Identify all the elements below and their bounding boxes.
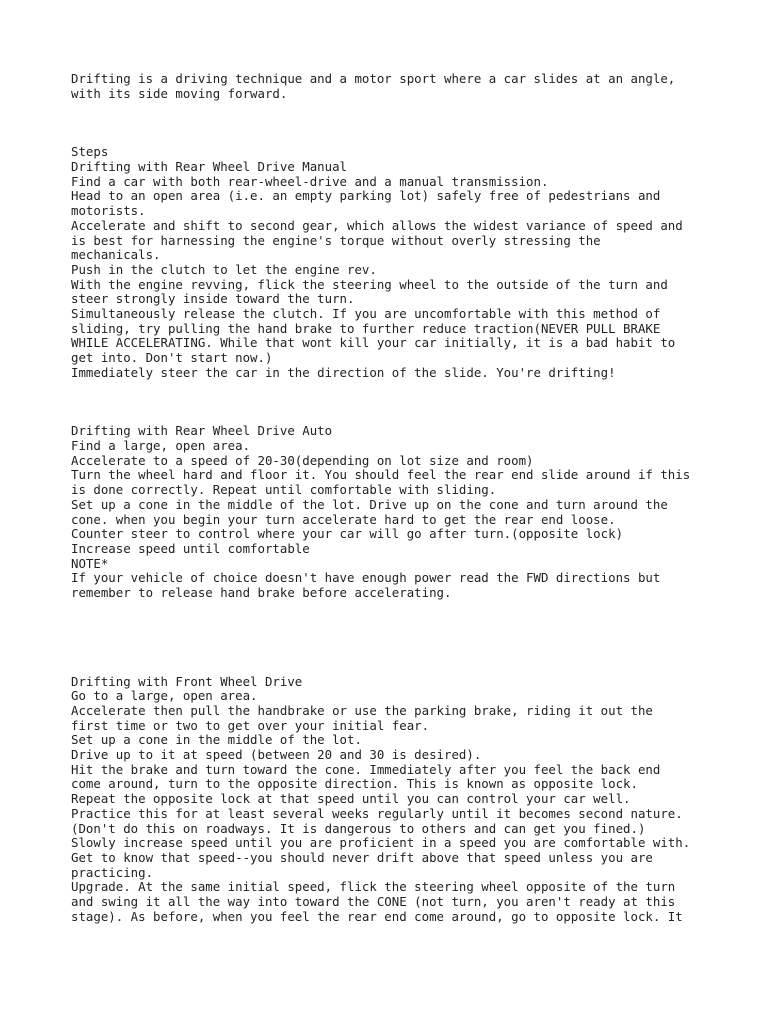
section-line: Head to an open area (i.e. an empty parking lot) safely free of pedestrians and xyxy=(71,188,661,204)
section-line: get into. Don't start now.) xyxy=(71,350,273,365)
section-line: come around, turn to the opposite direction. This is known as opposite lock. xyxy=(71,776,638,792)
section-rwd-auto xyxy=(71,424,711,600)
section-line: Drive up to it at speed (between 20 and 30 is desired). xyxy=(71,747,482,763)
note-label: NOTE* xyxy=(71,555,109,571)
section-line: Accelerate then pull the handbrake or use the parking brake, riding it out the xyxy=(71,703,653,718)
section-line: first time or two to get over your initial fear. xyxy=(71,717,430,733)
section-line: Counter steer to control where your car will go after turn.(opposite lock) xyxy=(71,526,624,542)
section-line: cone. when you begin your turn accelerate hard to get the rear end loose. xyxy=(71,511,616,527)
document-body xyxy=(71,72,711,924)
section-line: Immediately steer the car in the direction of the slide. You're drifting! xyxy=(71,364,616,380)
section-line: motorists. xyxy=(71,203,146,219)
section-rwd-manual xyxy=(71,160,711,380)
section-line: is done correctly. Repeat until comfortable with sliding. xyxy=(71,482,497,498)
section-line: stage). As before, when you feel the rear end come around, go to opposite lock. It xyxy=(71,908,683,924)
section-line: steer strongly inside toward the turn. xyxy=(71,291,355,307)
section-line: remember to release hand brake before accelerating. xyxy=(71,584,452,600)
intro-line: Drifting is a driving technique and a motor sport where a car slides at an angle, xyxy=(71,71,676,86)
section-fwd xyxy=(71,675,711,925)
section-line: Simultaneously release the clutch. If you are uncomfortable with this method of xyxy=(71,305,661,321)
intro-line: with its side moving forward. xyxy=(71,85,288,101)
section-line: Slowly increase speed until you are proficient in a speed you are comfortable with. xyxy=(71,835,691,851)
section-line: Get to know that speed--you should never drift above that speed unless you are xyxy=(71,849,653,865)
section-line: practicing. xyxy=(71,864,154,880)
section-line: Repeat the opposite lock at that speed until you can control your car well. xyxy=(71,791,631,807)
section-title: Drifting with Front Wheel Drive xyxy=(71,673,303,689)
section-line: Practice this for at least several weeks regularly until it becomes second nature. xyxy=(71,805,683,821)
section-line: Find a car with both rear-wheel-drive and a manual transmission. xyxy=(71,173,549,189)
section-line: Increase speed until comfortable xyxy=(71,540,310,556)
section-line: If your vehicle of choice doesn't have enough power read the FWD directions but xyxy=(71,570,661,586)
section-line: With the engine revving, flick the steering wheel to the outside of the turn and xyxy=(71,276,668,292)
section-line: and swing it all the way into toward the CONE (not turn, you aren't ready at this xyxy=(71,893,676,909)
section-line: Accelerate to a speed of 20-30(depending on lot size and room) xyxy=(71,452,534,468)
section-title: Drifting with Rear Wheel Drive Auto xyxy=(71,423,333,439)
section-line: Find a large, open area. xyxy=(71,438,251,454)
section-title: Drifting with Rear Wheel Drive Manual xyxy=(71,159,348,175)
section-line: Accelerate and shift to second gear, which allows the widest variance of speed and xyxy=(71,217,683,233)
section-line: (Don't do this on roadways. It is dangerous to others and can get you fined.) xyxy=(71,820,646,836)
section-line: WHILE ACCELERATING. While that wont kill your car initially, it is a bad habit to xyxy=(71,335,676,351)
section-line: Set up a cone in the middle of the lot. xyxy=(71,732,362,748)
section-line: Set up a cone in the middle of the lot. Drive up on the cone and turn around the xyxy=(71,496,668,512)
intro-paragraph xyxy=(71,72,711,101)
section-line: Upgrade. At the same initial speed, flick the steering wheel opposite of the turn xyxy=(71,879,676,895)
section-line: mechanicals. xyxy=(71,247,161,263)
section-line: Hit the brake and turn toward the cone. Immediately after you feel the back end xyxy=(71,761,661,777)
section-line: Turn the wheel hard and floor it. You should feel the rear end slide around if this xyxy=(71,467,691,483)
section-line: sliding, try pulling the hand brake to further reduce traction(NEVER PULL BRAKE xyxy=(71,320,661,336)
steps-heading: Steps xyxy=(71,144,109,160)
section-line: is best for harnessing the engine's torque without overly stressing the xyxy=(71,232,601,248)
section-line: Push in the clutch to let the engine rev. xyxy=(71,261,377,277)
section-line: Go to a large, open area. xyxy=(71,688,258,704)
